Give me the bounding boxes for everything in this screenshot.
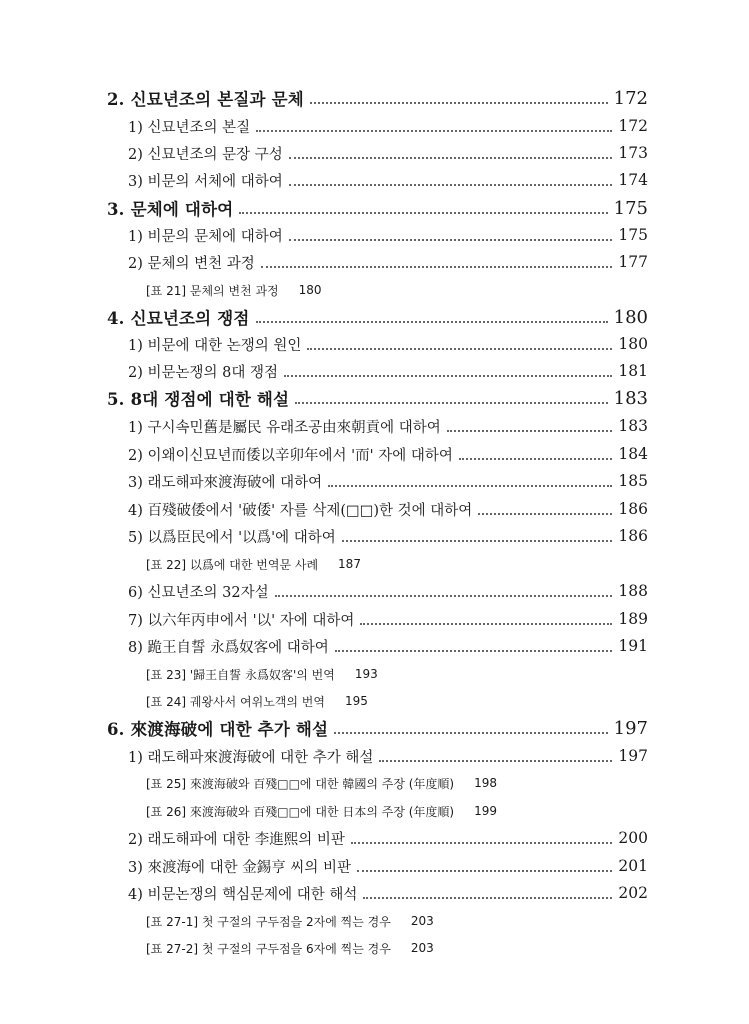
toc-entry-title: 3) 래도해파來渡海破에 대하여 (128, 474, 323, 491)
toc-entry-title: 1) 구시속민舊是屬民 유래조공由來朝貢에 대하여 (128, 419, 441, 436)
toc-entry (128, 442, 648, 466)
toc-entry-title: 1) 래도해파來渡海破에 대한 추가 해설 (128, 749, 374, 766)
toc-subsection-row (0, 854, 749, 878)
toc-entry-page: 199 (474, 804, 498, 818)
toc-entry-page: 201 (618, 857, 648, 875)
toc-entry (128, 744, 648, 768)
toc-subsection-row (0, 223, 749, 247)
toc-entry-page: 180 (298, 283, 322, 297)
toc-subsection-row (0, 524, 749, 548)
toc-entry (146, 552, 361, 576)
toc-table-row (0, 771, 749, 795)
toc-subsection-row (0, 114, 749, 138)
toc-subsection-row (0, 744, 749, 768)
dot-leader (351, 842, 613, 844)
toc-entry-page: 183 (613, 387, 648, 409)
dot-leader (334, 732, 607, 734)
toc-entry (128, 826, 648, 850)
toc-entry-page: 172 (618, 117, 648, 135)
toc-entry-page: 193 (354, 667, 378, 681)
dot-leader (289, 239, 613, 241)
toc-entry (128, 332, 648, 356)
dot-leader (360, 623, 612, 625)
toc-table-row (0, 689, 749, 713)
toc-entry (146, 909, 434, 933)
toc-entry (128, 414, 648, 438)
toc-entry (128, 223, 648, 247)
toc-table-row (0, 552, 749, 576)
toc-entry-title: 6) 신묘년조의 32자설 (128, 584, 269, 601)
toc-entry-page: 180 (613, 306, 648, 328)
toc-entry-page: 180 (618, 335, 648, 353)
dot-leader (289, 184, 613, 186)
toc-entry-page: 175 (613, 197, 648, 219)
toc-entry (107, 386, 648, 410)
toc-entry-title: [표 21] 문체의 변천 과정 (146, 283, 279, 298)
toc-entry-page: 200 (618, 829, 648, 847)
toc-entry (128, 469, 648, 493)
toc-entry-title: [표 22] 以爲에 대한 번역문 사례 (146, 557, 319, 572)
toc-table-row (0, 936, 749, 960)
toc-entry (128, 168, 648, 192)
toc-entry-page: 188 (618, 582, 648, 600)
toc-section-row (0, 196, 749, 220)
toc-entry-page: 184 (618, 445, 648, 463)
toc-entry (128, 607, 648, 631)
toc-subsection-row (0, 168, 749, 192)
toc-entry (146, 771, 497, 795)
toc-entry-page: 191 (618, 637, 648, 655)
toc-entry (128, 524, 648, 548)
toc-entry (128, 854, 648, 878)
dot-leader (357, 870, 612, 872)
dot-leader (256, 321, 608, 323)
toc-entry (128, 250, 648, 274)
toc-section-row (0, 305, 749, 329)
dot-leader (256, 130, 612, 132)
toc-subsection-row (0, 579, 749, 603)
toc-entry-page: 172 (613, 87, 648, 109)
toc-entry-title: 2) 신묘년조의 문장 구성 (128, 146, 283, 163)
toc-entry-title: 3. 문체에 대하여 (107, 200, 234, 219)
toc-subsection-row (0, 442, 749, 466)
toc-subsection-row (0, 826, 749, 850)
dot-leader (295, 402, 607, 404)
toc-entry-title: 2. 신묘년조의 본질과 문체 (107, 90, 304, 109)
toc-subsection-row (0, 250, 749, 274)
toc-entry-page: 203 (410, 941, 434, 955)
toc-entry-title: 3) 비문의 서체에 대하여 (128, 173, 283, 190)
dot-leader (379, 760, 612, 762)
toc-subsection-row (0, 881, 749, 905)
toc-entry-title: 1) 신묘년조의 본질 (128, 119, 251, 136)
toc-entry-page: 173 (618, 144, 648, 162)
toc-entry-page: 186 (618, 500, 648, 518)
toc-section-row (0, 86, 749, 110)
toc-entry-page: 203 (410, 914, 434, 928)
toc-entry-title: [표 27-1] 첫 구절의 구두점을 2자에 찍는 경우 (146, 914, 391, 929)
toc-entry-title: 4. 신묘년조의 쟁점 (107, 309, 250, 328)
toc-entry (128, 579, 648, 603)
toc-entry (146, 278, 322, 302)
toc-entry-page: 197 (613, 717, 648, 739)
toc-subsection-row (0, 497, 749, 521)
dot-leader (363, 897, 612, 899)
toc-entry-page: 186 (618, 527, 648, 545)
toc-entry-page: 174 (618, 171, 648, 189)
dot-leader (239, 212, 607, 214)
toc-entry (146, 662, 378, 686)
toc-entry-page: 177 (618, 253, 648, 271)
toc-section-row (0, 716, 749, 740)
toc-entry-title: 4) 비문논쟁의 핵심문제에 대한 해석 (128, 886, 358, 903)
toc-entry (107, 716, 648, 740)
toc-entry (128, 497, 648, 521)
toc-table-row (0, 278, 749, 302)
toc-entry (146, 799, 497, 823)
toc-entry-title: 1) 비문에 대한 논쟁의 원인 (128, 337, 302, 354)
dot-leader (478, 513, 612, 515)
toc-entry-title: [표 25] 來渡海破와 百殘□□에 대한 韓國의 주장 (年度順) (146, 776, 455, 791)
dot-leader (342, 540, 613, 542)
toc-subsection-row (0, 414, 749, 438)
toc-entry-title: 8) 跪王自誓 永爲奴客에 대하여 (128, 639, 329, 656)
toc-entry-title: 5) 以爲臣民에서 '以爲'에 대하여 (128, 529, 336, 546)
toc-subsection-row (0, 607, 749, 631)
dot-leader (261, 266, 613, 268)
dot-leader (307, 348, 612, 350)
toc-entry (128, 881, 648, 905)
toc-entry-title: 2) 이왜이신묘년而倭以辛卯年에서 '而' 자에 대하여 (128, 447, 453, 464)
toc-entry-title: [표 26] 來渡海破와 百殘□□에 대한 日本의 주장 (年度順) (146, 804, 455, 819)
toc-entry (146, 936, 434, 960)
toc-entry-title: 2) 비문논쟁의 8대 쟁점 (128, 364, 278, 381)
toc-entry (128, 141, 648, 165)
toc-entry-page: 189 (618, 610, 648, 628)
toc-entry (128, 359, 648, 383)
toc-table-row (0, 909, 749, 933)
toc-subsection-row (0, 332, 749, 356)
toc-entry-title: 6. 來渡海破에 대한 추가 해설 (107, 720, 329, 739)
toc-entry-title: 2) 래도해파에 대한 李進熙의 비판 (128, 831, 345, 848)
toc-entry-page: 195 (345, 694, 368, 708)
toc-entry (128, 114, 648, 138)
toc-entry-page: 198 (474, 776, 498, 790)
toc-entry (128, 634, 648, 658)
toc-entry-page: 185 (618, 472, 648, 490)
dot-leader (447, 430, 613, 432)
dot-leader (275, 595, 613, 597)
toc-entry-page: 175 (618, 226, 648, 244)
toc-entry-title: [표 24] 궤왕사서 여위노객의 번역 (146, 694, 325, 709)
dot-leader (310, 102, 608, 104)
toc-entry-title: 2) 문체의 변천 과정 (128, 255, 255, 272)
toc-entry (107, 305, 648, 329)
toc-entry-page: 197 (618, 747, 648, 765)
toc-entry-page: 183 (618, 417, 648, 435)
toc-entry-title: 5. 8대 쟁점에 대한 해설 (107, 390, 290, 409)
toc-entry-page: 187 (338, 557, 361, 571)
toc-subsection-row (0, 634, 749, 658)
toc-entry-title: 1) 비문의 문체에 대하여 (128, 228, 283, 245)
toc-entry-page: 181 (618, 362, 648, 380)
toc-table-row (0, 662, 749, 686)
toc-table-row (0, 799, 749, 823)
toc-entry-title: 3) 來渡海에 대한 金錫亨 씨의 비판 (128, 859, 351, 876)
toc-subsection-row (0, 141, 749, 165)
toc-entry (107, 86, 648, 110)
toc-entry-page: 202 (618, 884, 648, 902)
toc-entry-title: 4) 百殘破倭에서 '破倭' 자를 삭제(□□)한 것에 대하여 (128, 502, 473, 519)
dot-leader (459, 458, 613, 460)
toc-entry-title: [표 27-2] 첫 구절의 구두점을 6자에 찍는 경우 (146, 941, 391, 956)
toc-section-row (0, 386, 749, 410)
toc-entry-title: [표 23] '歸王自誓 永爲奴客'의 번역 (146, 667, 335, 682)
dot-leader (284, 375, 612, 377)
toc-entry-title: 7) 以六年丙申에서 '以' 자에 대하여 (128, 612, 355, 629)
dot-leader (328, 485, 612, 487)
toc-entry (146, 689, 368, 713)
dot-leader (335, 650, 613, 652)
toc-entry (107, 196, 648, 220)
toc-subsection-row (0, 469, 749, 493)
dot-leader (289, 157, 613, 159)
toc-subsection-row (0, 359, 749, 383)
